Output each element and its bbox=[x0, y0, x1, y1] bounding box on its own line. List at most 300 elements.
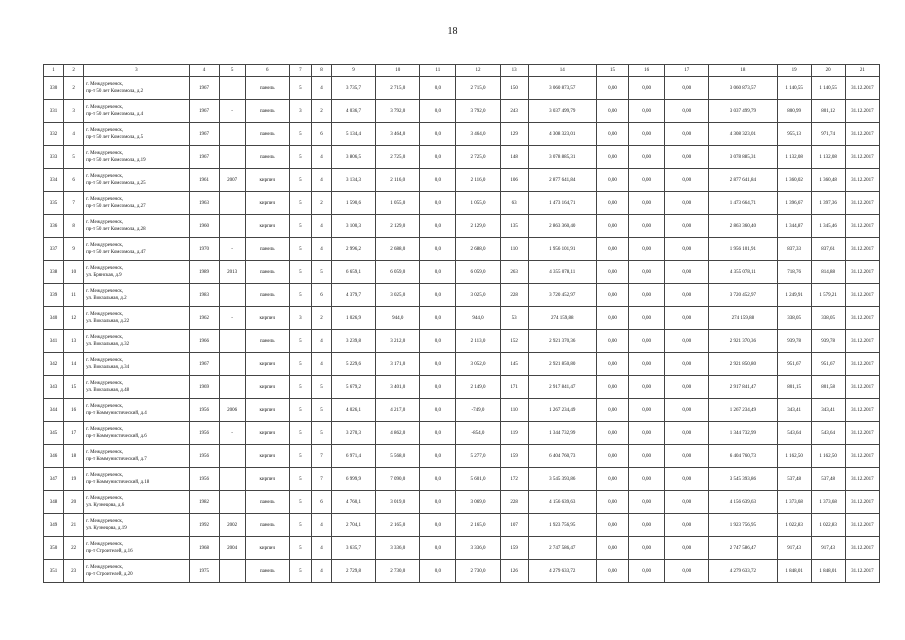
table-cell: 4 308 323,01 bbox=[709, 123, 777, 146]
table-cell: 2002 bbox=[219, 514, 245, 537]
table-cell: 0,00 bbox=[629, 514, 665, 537]
table-cell: 0,00 bbox=[665, 422, 709, 445]
address-city: г. Междуреченск, bbox=[86, 496, 124, 501]
table-cell: 3 635,7 bbox=[331, 537, 375, 560]
table-cell: 6 059,0 bbox=[376, 261, 420, 284]
table-cell: панель bbox=[245, 238, 289, 261]
address-city: г. Междуреченск, bbox=[86, 542, 124, 547]
table-cell: 0,00 bbox=[596, 468, 628, 491]
table-row bbox=[44, 399, 880, 422]
table-cell: 1 055,0 bbox=[376, 192, 420, 215]
table-cell: 351 bbox=[44, 560, 64, 583]
table-cell: 4 bbox=[311, 330, 331, 353]
table-cell: 31.12.2017 bbox=[845, 100, 879, 123]
table-cell: 2004 bbox=[219, 537, 245, 560]
table-cell bbox=[219, 123, 245, 146]
table-cell: 5 bbox=[289, 445, 311, 468]
table-cell: 343,41 bbox=[777, 399, 811, 422]
table-cell: 7 bbox=[311, 445, 331, 468]
table-cell: 152 bbox=[500, 330, 528, 353]
table-cell: кирпич bbox=[245, 169, 289, 192]
table-cell: 9 bbox=[64, 238, 84, 261]
table-cell: 5 679,2 bbox=[331, 376, 375, 399]
table-cell: 2 725,0 bbox=[376, 146, 420, 169]
table-cell: 0,0 bbox=[420, 123, 456, 146]
table-cell: 2 921 850,80 bbox=[528, 353, 596, 376]
table-cell: 1962 bbox=[189, 307, 219, 330]
table-cell: панель bbox=[245, 514, 289, 537]
table-cell: 10 bbox=[64, 261, 84, 284]
table-cell: 5 bbox=[311, 399, 331, 422]
table-cell: 3 806,5 bbox=[331, 146, 375, 169]
table-cell: 332 bbox=[44, 123, 64, 146]
table-cell: 31.12.2017 bbox=[845, 353, 879, 376]
table-cell: 955,13 bbox=[777, 123, 811, 146]
table-cell: 1 360,48 bbox=[811, 169, 845, 192]
column-header: 7 bbox=[289, 65, 311, 77]
table-cell: 31.12.2017 bbox=[845, 560, 879, 583]
table-cell: 3 336,0 bbox=[456, 537, 500, 560]
table-cell: 5 bbox=[289, 422, 311, 445]
table-cell: 0,00 bbox=[596, 399, 628, 422]
table-cell: 5 bbox=[289, 330, 311, 353]
table-cell: 0,00 bbox=[596, 537, 628, 560]
table-cell: 63 bbox=[500, 192, 528, 215]
table-cell: 159 bbox=[500, 445, 528, 468]
table-cell: 0,0 bbox=[420, 514, 456, 537]
table-cell: 350 bbox=[44, 537, 64, 560]
table-cell: 3 bbox=[289, 307, 311, 330]
address-street: пр-т Коммунистический, д.7 bbox=[86, 457, 147, 462]
address-city: г. Междуреченск, bbox=[86, 289, 124, 294]
address-city: г. Междуреченск, bbox=[86, 519, 124, 524]
address-street: пр-т 50 лет Комсомола, д.19 bbox=[86, 158, 146, 163]
address-cell bbox=[84, 468, 189, 491]
address-street: пр-т Строителей, д.20 bbox=[86, 572, 133, 577]
table-cell: 0,00 bbox=[665, 261, 709, 284]
table-cell: 0,00 bbox=[629, 307, 665, 330]
table-cell: 0,0 bbox=[420, 146, 456, 169]
table-cell: 1 344 732,99 bbox=[528, 422, 596, 445]
column-header: 2 bbox=[64, 65, 84, 77]
table-cell: 1 360,02 bbox=[777, 169, 811, 192]
table-cell: 0,00 bbox=[665, 537, 709, 560]
table-cell: 31.12.2017 bbox=[845, 445, 879, 468]
table-row bbox=[44, 560, 880, 583]
column-header: 9 bbox=[331, 65, 375, 77]
table-cell: 3 720 452,97 bbox=[709, 284, 777, 307]
column-header: 20 bbox=[811, 65, 845, 77]
table-cell: 1 344 732,99 bbox=[709, 422, 777, 445]
table-cell: 1 373,68 bbox=[811, 491, 845, 514]
table-cell: 971,74 bbox=[811, 123, 845, 146]
table-cell: 1 055,0 bbox=[456, 192, 500, 215]
table-cell: 3 464,0 bbox=[376, 123, 420, 146]
table-cell: 2 113,0 bbox=[456, 330, 500, 353]
table-cell: 5 bbox=[311, 376, 331, 399]
table-cell: кирпич bbox=[245, 468, 289, 491]
table-cell: 7 090,0 bbox=[376, 468, 420, 491]
table-cell: 0,00 bbox=[596, 353, 628, 376]
table-cell: панель bbox=[245, 284, 289, 307]
table-cell: панель bbox=[245, 123, 289, 146]
address-city: г. Междуреченск, bbox=[86, 220, 124, 225]
table-cell: 228 bbox=[500, 491, 528, 514]
table-cell: 3 025,0 bbox=[456, 284, 500, 307]
column-header: 18 bbox=[709, 65, 777, 77]
table-cell: 1 923 756,95 bbox=[528, 514, 596, 537]
address-city: г. Междуреченск, bbox=[86, 151, 124, 156]
table-cell: 3 bbox=[289, 100, 311, 123]
table-row bbox=[44, 353, 880, 376]
table-cell: 335 bbox=[44, 192, 64, 215]
table-cell: 6 404 760,73 bbox=[709, 445, 777, 468]
table-row bbox=[44, 238, 880, 261]
table-cell: 0,0 bbox=[420, 215, 456, 238]
table-cell: 0,0 bbox=[420, 169, 456, 192]
address-street: пр-т 50 лет Комсомола, д.47 bbox=[86, 250, 146, 255]
column-header: 19 bbox=[777, 65, 811, 77]
table-cell: 4 026,1 bbox=[331, 399, 375, 422]
table-cell: 0,00 bbox=[665, 146, 709, 169]
table-cell: 0,00 bbox=[665, 353, 709, 376]
table-cell: 11 bbox=[64, 284, 84, 307]
table-cell: 944,0 bbox=[376, 307, 420, 330]
table-cell: 2 921 370,36 bbox=[528, 330, 596, 353]
table-cell: 1 923 756,95 bbox=[709, 514, 777, 537]
table-cell: 5 bbox=[289, 238, 311, 261]
column-header: 1 bbox=[44, 65, 64, 77]
table-cell: 3 100,3 bbox=[331, 215, 375, 238]
table-row bbox=[44, 77, 880, 100]
table-cell: 333 bbox=[44, 146, 64, 169]
table-cell: 339 bbox=[44, 284, 64, 307]
table-cell: 4 355 078,11 bbox=[528, 261, 596, 284]
table-cell: 1 026,9 bbox=[331, 307, 375, 330]
table-cell: 0,00 bbox=[596, 514, 628, 537]
column-header: 13 bbox=[500, 65, 528, 77]
table-cell: 0,00 bbox=[629, 215, 665, 238]
table-cell: 23 bbox=[64, 560, 84, 583]
table-cell: 2 877 641,84 bbox=[709, 169, 777, 192]
table-cell: 1956 bbox=[189, 399, 219, 422]
table-cell: кирпич bbox=[245, 445, 289, 468]
table-cell: 0,00 bbox=[665, 468, 709, 491]
table-cell: 951,67 bbox=[777, 353, 811, 376]
table-cell: 0,0 bbox=[420, 399, 456, 422]
address-street: пр-т 50 лет Комсомола, д.28 bbox=[86, 227, 146, 232]
table-cell: 2 863 360,40 bbox=[709, 215, 777, 238]
address-cell bbox=[84, 77, 189, 100]
table-cell: 274 159,88 bbox=[709, 307, 777, 330]
table-cell: 0,00 bbox=[665, 169, 709, 192]
table-cell: 31.12.2017 bbox=[845, 215, 879, 238]
table-row bbox=[44, 514, 880, 537]
table-cell: 1 140,55 bbox=[811, 77, 845, 100]
column-header: 12 bbox=[456, 65, 500, 77]
table-cell: 5 277,0 bbox=[456, 445, 500, 468]
table-cell: 1966 bbox=[189, 330, 219, 353]
table-cell: 0,00 bbox=[665, 445, 709, 468]
table-cell: 337 bbox=[44, 238, 64, 261]
table-cell: 0,0 bbox=[420, 261, 456, 284]
table-cell: 106 bbox=[500, 169, 528, 192]
table-row bbox=[44, 491, 880, 514]
table-cell: 2 747 586,47 bbox=[528, 537, 596, 560]
table-cell: 8 bbox=[64, 215, 84, 238]
table-cell: 263 bbox=[500, 261, 528, 284]
table-cell: 6 bbox=[311, 123, 331, 146]
table-cell: 939,78 bbox=[811, 330, 845, 353]
address-cell bbox=[84, 422, 189, 445]
table-cell: 336 bbox=[44, 215, 64, 238]
table-cell: 718,76 bbox=[777, 261, 811, 284]
table-cell: 6 404 760,73 bbox=[528, 445, 596, 468]
table-cell: 31.12.2017 bbox=[845, 307, 879, 330]
table-cell: кирпич bbox=[245, 353, 289, 376]
address-cell bbox=[84, 491, 189, 514]
table-cell: 5 bbox=[311, 261, 331, 284]
table-cell: 2 730,0 bbox=[376, 560, 420, 583]
address-cell bbox=[84, 560, 189, 583]
table-cell: 0,00 bbox=[629, 284, 665, 307]
address-city: г. Междуреченск, bbox=[86, 381, 124, 386]
table-cell: 2 129,0 bbox=[456, 215, 500, 238]
table-cell: 3 735,7 bbox=[331, 77, 375, 100]
table-cell: 31.12.2017 bbox=[845, 422, 879, 445]
table-cell: 3 037 499,79 bbox=[528, 100, 596, 123]
table-cell: 31.12.2017 bbox=[845, 330, 879, 353]
table-cell: 344 bbox=[44, 399, 64, 422]
table-cell: 4 355 078,11 bbox=[709, 261, 777, 284]
table-cell: 5 bbox=[289, 192, 311, 215]
table-cell: 31.12.2017 bbox=[845, 399, 879, 422]
table-cell: 343 bbox=[44, 376, 64, 399]
table-cell: 2013 bbox=[219, 261, 245, 284]
table-row bbox=[44, 376, 880, 399]
table-cell: 1968 bbox=[189, 537, 219, 560]
table-cell: 0,0 bbox=[420, 77, 456, 100]
table-cell: 0,00 bbox=[596, 192, 628, 215]
table-row bbox=[44, 445, 880, 468]
table-cell bbox=[219, 192, 245, 215]
table-cell: 19 bbox=[64, 468, 84, 491]
table-cell: 1967 bbox=[189, 100, 219, 123]
column-header: 15 bbox=[596, 65, 628, 77]
table-cell: 7 bbox=[311, 468, 331, 491]
table-cell: 3 792,0 bbox=[376, 100, 420, 123]
address-street: ул. Вокзальная, д.22 bbox=[86, 319, 130, 324]
table-cell: 7 bbox=[64, 192, 84, 215]
table-cell: 0,0 bbox=[420, 238, 456, 261]
table-cell: 0,00 bbox=[596, 330, 628, 353]
table-cell: 0,00 bbox=[629, 491, 665, 514]
table-cell: 4 862,0 bbox=[376, 422, 420, 445]
table-cell: кирпич bbox=[245, 307, 289, 330]
table-cell: 31.12.2017 bbox=[845, 192, 879, 215]
table-cell: 1 848,01 bbox=[811, 560, 845, 583]
table-cell: 0,00 bbox=[665, 192, 709, 215]
table-cell: -854,0 bbox=[456, 422, 500, 445]
table-cell: 31.12.2017 bbox=[845, 376, 879, 399]
table-cell: 0,00 bbox=[665, 376, 709, 399]
table-cell: 4 308 323,01 bbox=[528, 123, 596, 146]
table-cell: 0,00 bbox=[629, 238, 665, 261]
table-cell: 1 022,83 bbox=[811, 514, 845, 537]
table-cell: 0,00 bbox=[629, 560, 665, 583]
table-cell: 543,64 bbox=[777, 422, 811, 445]
address-cell bbox=[84, 376, 189, 399]
table-cell: 4 bbox=[311, 215, 331, 238]
table-cell: 22 bbox=[64, 537, 84, 560]
table-cell bbox=[219, 491, 245, 514]
table-cell: 145 bbox=[500, 353, 528, 376]
table-cell: 0,00 bbox=[629, 77, 665, 100]
table-row bbox=[44, 537, 880, 560]
table-cell: 340 bbox=[44, 307, 64, 330]
table-cell: 837,33 bbox=[777, 238, 811, 261]
table-cell: 31.12.2017 bbox=[845, 238, 879, 261]
table-cell: 2 725,0 bbox=[456, 146, 500, 169]
table-cell: 5 bbox=[289, 560, 311, 583]
table-cell: 3 060 873,57 bbox=[709, 77, 777, 100]
table-cell: 3 078 885,31 bbox=[709, 146, 777, 169]
table-cell: 5 134,4 bbox=[331, 123, 375, 146]
table-cell: 148 bbox=[500, 146, 528, 169]
table-cell: кирпич bbox=[245, 376, 289, 399]
table-cell: 5 bbox=[289, 77, 311, 100]
table-cell: 171 bbox=[500, 376, 528, 399]
table-cell: 3 464,0 bbox=[456, 123, 500, 146]
table-cell: 0,00 bbox=[665, 307, 709, 330]
table-cell: 31.12.2017 bbox=[845, 146, 879, 169]
table-cell: 348 bbox=[44, 491, 64, 514]
table-cell: 0,00 bbox=[629, 445, 665, 468]
table-cell: 3 545 393,86 bbox=[528, 468, 596, 491]
table-cell: 334 bbox=[44, 169, 64, 192]
address-city: г. Междуреченск, bbox=[86, 266, 124, 271]
table-cell: 1969 bbox=[189, 376, 219, 399]
table-cell: 2 bbox=[64, 77, 84, 100]
table-cell: 0,0 bbox=[420, 537, 456, 560]
table-cell: 343,41 bbox=[811, 399, 845, 422]
table-cell: 6 bbox=[64, 169, 84, 192]
table-cell: 338,05 bbox=[777, 307, 811, 330]
table-cell: 1983 bbox=[189, 284, 219, 307]
table-cell: 0,0 bbox=[420, 376, 456, 399]
table-cell: 6 659,1 bbox=[331, 261, 375, 284]
table-cell: 4 036,7 bbox=[331, 100, 375, 123]
table-cell: 2 bbox=[311, 192, 331, 215]
table-cell: 1967 bbox=[189, 353, 219, 376]
address-city: г. Междуреченск, bbox=[86, 358, 124, 363]
table-cell: 5 bbox=[289, 537, 311, 560]
table-cell: 1967 bbox=[189, 77, 219, 100]
table-cell: 5 bbox=[289, 514, 311, 537]
table-cell: 2 917 841,47 bbox=[709, 376, 777, 399]
table-cell: 338 bbox=[44, 261, 64, 284]
address-street: ул. Кузнецова, д.19 bbox=[86, 526, 127, 531]
table-cell: 331 bbox=[44, 100, 64, 123]
table-cell bbox=[219, 353, 245, 376]
table-cell: - bbox=[219, 238, 245, 261]
table-cell: 3 239,8 bbox=[331, 330, 375, 353]
table-cell: 12 bbox=[64, 307, 84, 330]
table-cell: 31.12.2017 bbox=[845, 468, 879, 491]
address-cell bbox=[84, 307, 189, 330]
table-row bbox=[44, 215, 880, 238]
table-cell: 801,12 bbox=[811, 100, 845, 123]
table-body bbox=[44, 77, 880, 583]
table-cell: 0,00 bbox=[596, 376, 628, 399]
address-street: пр-т 50 лет Комсомола, д.25 bbox=[86, 181, 146, 186]
table-cell: 3 025,0 bbox=[376, 284, 420, 307]
table-cell: 2 715,0 bbox=[456, 77, 500, 100]
table-cell: 3 037 499,79 bbox=[709, 100, 777, 123]
table-cell: 31.12.2017 bbox=[845, 284, 879, 307]
table-cell: 5 601,0 bbox=[456, 468, 500, 491]
table-cell: панель bbox=[245, 100, 289, 123]
address-street: пр-т Коммунистический, д.4 bbox=[86, 411, 147, 416]
table-cell: 5 bbox=[311, 422, 331, 445]
address-cell bbox=[84, 146, 189, 169]
table-cell: 0,00 bbox=[596, 215, 628, 238]
table-cell: 1975 bbox=[189, 560, 219, 583]
table-cell: 2006 bbox=[219, 399, 245, 422]
table-cell: 2 149,0 bbox=[456, 376, 500, 399]
table-cell: панель bbox=[245, 261, 289, 284]
table-cell: кирпич bbox=[245, 192, 289, 215]
table-cell: 0,00 bbox=[665, 330, 709, 353]
address-cell bbox=[84, 192, 189, 215]
address-cell bbox=[84, 514, 189, 537]
table-cell: 110 bbox=[500, 238, 528, 261]
table-cell: 0,00 bbox=[629, 353, 665, 376]
table-cell: 243 bbox=[500, 100, 528, 123]
address-city: г. Междуреченск, bbox=[86, 312, 124, 317]
table-cell: 4 bbox=[311, 238, 331, 261]
table-cell: 31.12.2017 bbox=[845, 169, 879, 192]
table-cell: 1 396,67 bbox=[777, 192, 811, 215]
table-cell: 1 249,91 bbox=[777, 284, 811, 307]
table-cell: 951,67 bbox=[811, 353, 845, 376]
table-row bbox=[44, 169, 880, 192]
address-street: ул. Кузнецова, д.6 bbox=[86, 503, 125, 508]
address-city: г. Междуреченск, bbox=[86, 174, 124, 179]
table-cell: 5 229,6 bbox=[331, 353, 375, 376]
table-cell: кирпич bbox=[245, 537, 289, 560]
table-cell: панель bbox=[245, 77, 289, 100]
table-cell: 0,00 bbox=[596, 491, 628, 514]
table-row bbox=[44, 146, 880, 169]
table-cell bbox=[219, 77, 245, 100]
table-cell: 13 bbox=[64, 330, 84, 353]
table-cell: 3 270,3 bbox=[331, 422, 375, 445]
table-cell: 0,00 bbox=[596, 238, 628, 261]
table-cell: 2 877 641,84 bbox=[528, 169, 596, 192]
table-cell: 6 999,9 bbox=[331, 468, 375, 491]
table-cell bbox=[219, 376, 245, 399]
table-cell: 6 bbox=[311, 491, 331, 514]
page-number: 18 bbox=[447, 26, 458, 37]
table-cell: 1967 bbox=[189, 123, 219, 146]
table-cell: 0,00 bbox=[629, 123, 665, 146]
table-row bbox=[44, 468, 880, 491]
table-cell: 0,0 bbox=[420, 284, 456, 307]
table-cell: 119 bbox=[500, 422, 528, 445]
table-cell: панель bbox=[245, 491, 289, 514]
table-cell bbox=[219, 215, 245, 238]
